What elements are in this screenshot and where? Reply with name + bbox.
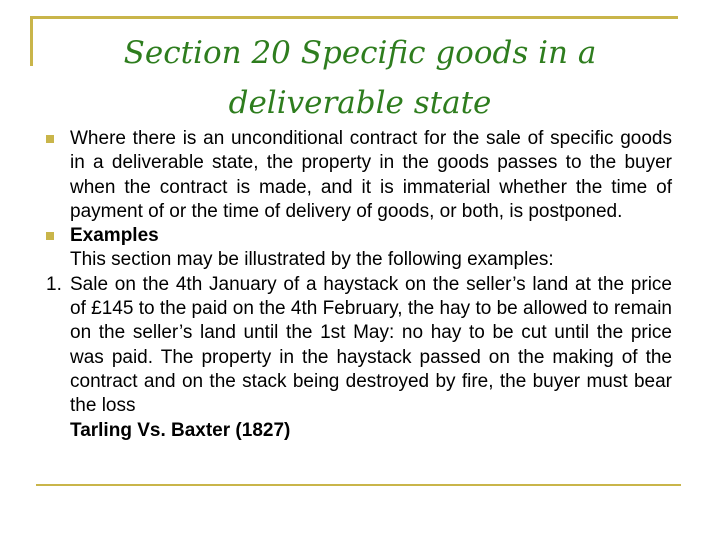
numbered-item [46, 273, 672, 443]
slide-body [46, 127, 672, 443]
title-line-2: deliverable state [228, 85, 492, 121]
example-text: Sale on the 4th January of a haystack on the seller’s land at the price of £145 to the paid on the 4th February, the hay to be allowed to remain on the seller’s land until the 1st May: no hay to be cut until the price was paid. The property in the haystack passed on the making of the contract and on the stack being destroyed by fire, the buyer must bear the loss [70, 273, 672, 417]
bullet-text: Where there is an unconditional contract for the sale of specific goods in a deliverable state, the property in the goods passes to the buyer when the contract is made, and it is immaterial whether the time of payment of or the time of delivery of goods, or both, is postponed. [70, 128, 672, 222]
bottom-rule [36, 484, 681, 486]
examples-heading: Examples [70, 225, 159, 247]
square-bullet-icon [46, 232, 54, 240]
top-rule [30, 16, 678, 19]
bullet-item-examples [46, 224, 672, 273]
item-number: 1. [46, 273, 62, 295]
square-bullet-icon [46, 135, 54, 143]
bullet-item [46, 127, 672, 224]
title-line-1: Section 20 Specific goods in a [123, 35, 597, 71]
left-rule [30, 16, 33, 66]
case-citation: Tarling Vs. Baxter (1827) [70, 419, 291, 441]
slide-title [60, 28, 660, 128]
examples-intro: This section may be illustrated by the following examples: [70, 249, 554, 271]
